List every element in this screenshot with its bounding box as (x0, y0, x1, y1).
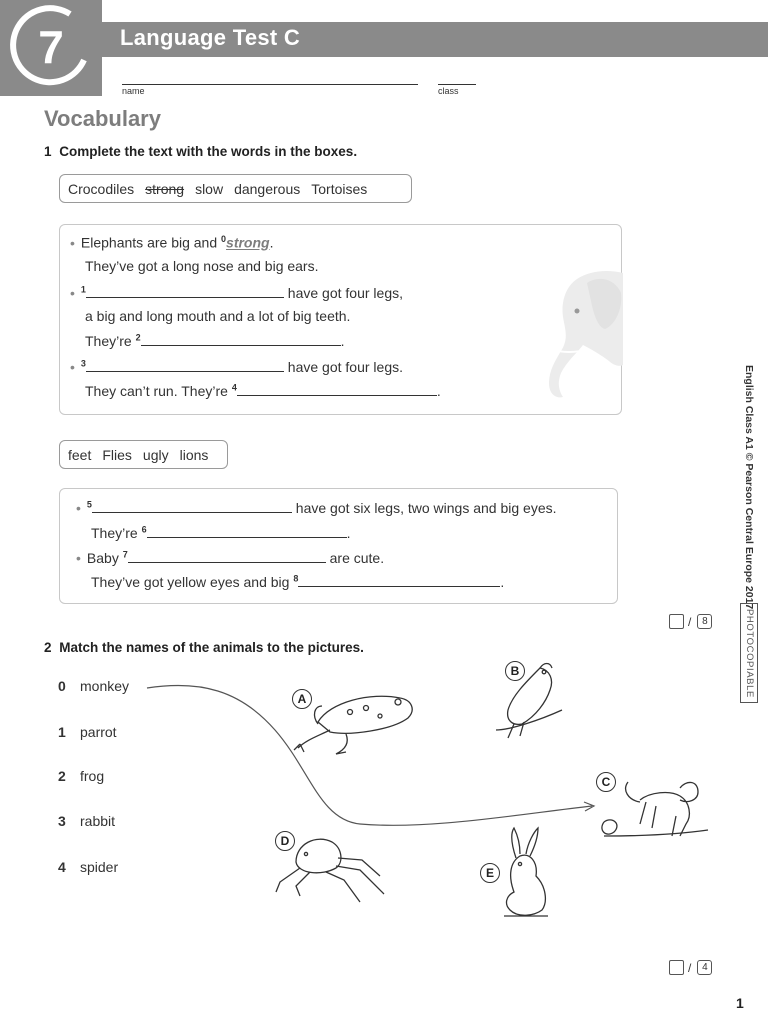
picture-label-a: A (292, 689, 312, 709)
q1-score (669, 614, 712, 629)
bullet-icon: • (70, 359, 75, 375)
class-field[interactable] (438, 84, 476, 85)
text1-l7-pre: They can’t run. They’re (85, 383, 232, 399)
unit-circle-icon (0, 0, 102, 96)
page-title: Language Test C (120, 25, 301, 50)
gap-number-8: 8 (293, 573, 299, 584)
page-number: 1 (736, 995, 744, 1011)
match-item-number: 3 (58, 813, 66, 829)
gap-number-5: 5 (86, 499, 92, 510)
gap-3-input[interactable] (86, 358, 284, 372)
word-box-item: Crocodiles (68, 180, 135, 197)
gap-number-2: 2 (135, 332, 141, 343)
frog-icon (294, 696, 412, 754)
text1-l3-post: have got four legs, (283, 285, 403, 301)
rabbit-icon (504, 828, 548, 916)
match-item-word: monkey (80, 678, 130, 694)
text1-line-2: They’ve got a long nose and big ears. (85, 258, 319, 274)
match-item-word: spider (80, 859, 119, 875)
text1-line-1 (70, 234, 273, 251)
example-answer: strong (226, 234, 270, 251)
gap-number-4: 4 (231, 382, 237, 393)
bullet-icon: • (76, 550, 81, 566)
word-box-item: ugly (142, 446, 169, 463)
text2-l4-pre: They’ve got yellow eyes and big (91, 574, 294, 590)
word-box-item: Tortoises (311, 180, 368, 197)
text2-l2-pre: They’re (91, 525, 142, 541)
gap-7-input[interactable] (128, 549, 326, 563)
word-box-item-crossed: strong (145, 180, 185, 197)
score-slash: / (688, 960, 692, 975)
score-input-box[interactable] (669, 960, 684, 975)
q1-instruction-text: Complete the text with the words in the boxes. (59, 144, 358, 159)
picture-label-d: D (275, 831, 295, 851)
word-box-item: feet (68, 446, 92, 463)
match-item-number: 1 (58, 724, 66, 740)
gap-number-6: 6 (141, 524, 147, 535)
text2-l3-pre: Baby (86, 550, 123, 566)
photocopiable-text: PHOTOCOPIABLE (744, 609, 755, 698)
text1-line-6 (70, 358, 403, 375)
unit-number: 7 (38, 21, 64, 73)
q2-instruction-text: Match the names of the animals to the pictures. (59, 640, 364, 655)
name-label: name (122, 86, 145, 96)
spider-icon (276, 839, 384, 902)
word-box-1 (59, 174, 412, 203)
photocopiable-badge (740, 603, 758, 703)
match-item-number: 2 (58, 768, 66, 784)
q1-number: 1 (44, 144, 52, 159)
picture-label-e: E (480, 863, 500, 883)
text2-line-1 (76, 499, 557, 516)
gap-1-input[interactable] (86, 284, 284, 298)
word-box-item: slow (195, 180, 224, 197)
text2-line-2 (91, 524, 350, 541)
word-box-item: Flies (102, 446, 132, 463)
q2-score (669, 960, 712, 975)
name-field[interactable] (122, 84, 418, 85)
score-slash: / (688, 614, 692, 629)
text1-l5-post: . (340, 333, 345, 349)
copyright-text: English Class A1 © Pearson Central Europe 2017 (743, 365, 755, 610)
text1-line-3 (70, 284, 403, 301)
text2-line-4 (91, 573, 504, 590)
text1-l6-post: have got four legs. (283, 359, 403, 375)
text2-l2-post: . (346, 525, 351, 541)
bullet-icon: • (76, 500, 81, 516)
text1-l5-pre: They’re (85, 333, 136, 349)
gap-number-0: 0 (221, 234, 227, 244)
gap-8-input[interactable] (298, 573, 500, 587)
gap-5-input[interactable] (92, 499, 292, 513)
text1-line-7 (85, 382, 441, 399)
picture-label-c: C (596, 772, 616, 792)
gap-number-3: 3 (80, 358, 86, 369)
text2-line-3 (76, 549, 384, 566)
text1-l1-pre: Elephants are big and (80, 234, 222, 251)
gap-4-input[interactable] (237, 382, 437, 396)
gap-number-1: 1 (80, 284, 86, 295)
match-item-word: rabbit (80, 813, 116, 829)
section-title: Vocabulary (44, 106, 161, 131)
gap-2-input[interactable] (141, 332, 341, 346)
text-box-2 (59, 488, 618, 604)
text1-l1-post: . (269, 234, 274, 251)
copyright-notice (737, 365, 761, 610)
match-item-word: parrot (80, 724, 117, 740)
unit-badge (0, 0, 102, 96)
text1-line-5 (85, 332, 344, 349)
match-item-number: 4 (58, 859, 66, 875)
picture-label-b: B (505, 661, 525, 681)
elephant-icon (515, 265, 623, 405)
score-total: 8 (697, 614, 712, 629)
monkey-icon (602, 782, 708, 836)
gap-6-input[interactable] (147, 524, 347, 538)
match-item-number: 0 (58, 678, 66, 694)
text2-l3-post: are cute. (325, 550, 385, 566)
matching-illustration (0, 640, 768, 970)
bullet-icon: • (70, 285, 75, 301)
match-line (147, 685, 592, 825)
word-box-2 (59, 440, 228, 469)
gap-number-7: 7 (122, 549, 128, 560)
word-box-item: lions (179, 446, 209, 463)
text2-l1-post: have got six legs, two wings and big eyes. (291, 500, 557, 516)
text-box-1 (59, 224, 622, 415)
q2-number: 2 (44, 640, 52, 655)
bullet-icon: • (70, 234, 75, 251)
text1-line-4: a big and long mouth and a lot of big teeth. (85, 308, 351, 324)
word-box-item: dangerous (234, 180, 301, 197)
text1-l7-post: . (436, 383, 441, 399)
score-input-box[interactable] (669, 614, 684, 629)
q1-instruction (44, 144, 357, 159)
class-label: class (438, 86, 459, 96)
text2-l4-post: . (500, 574, 505, 590)
match-item-word: frog (80, 768, 105, 784)
score-total: 4 (697, 960, 712, 975)
